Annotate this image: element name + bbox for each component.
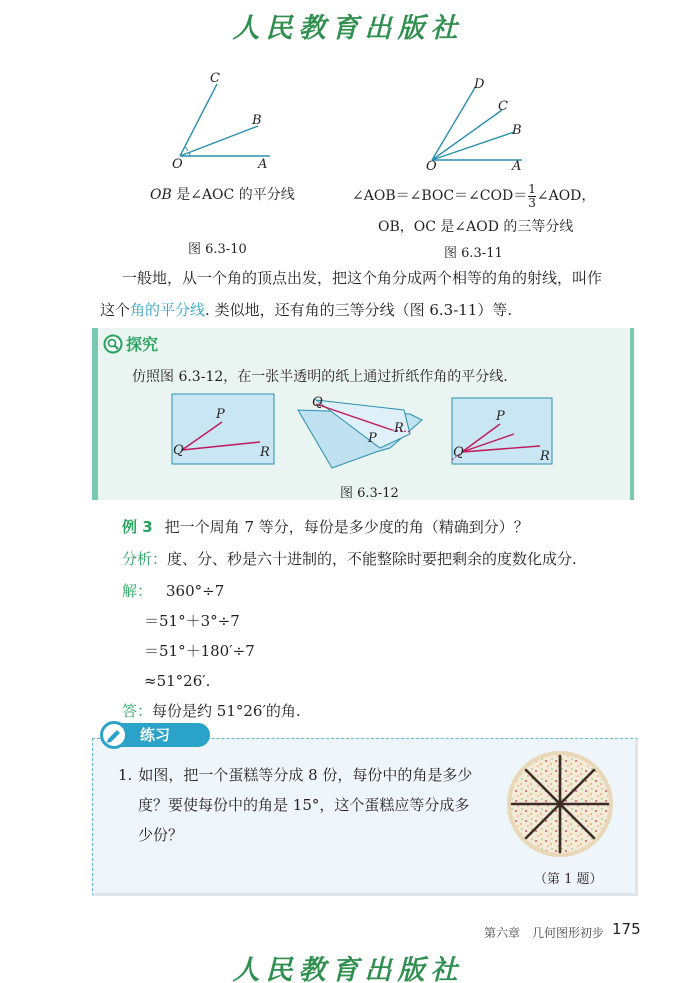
- question-line: [118, 760, 498, 790]
- paper-panel: [452, 398, 552, 464]
- point-label-a: A: [512, 159, 522, 174]
- point-label-p: P: [216, 407, 225, 422]
- ray-ob: [432, 132, 514, 160]
- chapter-label: 第六章 几何图形初步: [484, 926, 605, 940]
- solution-step: 360°÷7: [166, 582, 225, 600]
- paragraph-line: [100, 294, 640, 326]
- ray-od: [432, 86, 476, 160]
- image-caption: （第 1 题）: [534, 872, 603, 887]
- solution-label: 解：: [122, 582, 153, 600]
- example-3: [122, 512, 577, 726]
- solution-line: [122, 576, 577, 606]
- point-label-b: B: [512, 123, 522, 138]
- definition-paragraph: [100, 262, 640, 326]
- paper-panel: [172, 394, 274, 464]
- solution-step: ≈51°26′.: [144, 672, 211, 690]
- angle-arc: [185, 147, 188, 151]
- segment-name: OB: [150, 187, 172, 203]
- point-label-c: C: [210, 71, 220, 86]
- bisector-statement: [150, 184, 295, 204]
- text: . 类似地，还有角的三等分线（图 6.3-11）等.: [205, 301, 513, 319]
- ray-ob: [180, 126, 258, 156]
- item-number: 1.: [118, 766, 133, 784]
- question-text: 如图，把一个蛋糕等分成 8 份，每份中的角是多少: [138, 766, 473, 784]
- figure-6-3-11: [418, 72, 538, 174]
- solution-step: ＝51°＋180′÷7: [144, 642, 255, 660]
- fraction-numerator: 1: [528, 181, 536, 196]
- explore-icon: [103, 334, 123, 354]
- answer-label: 答：: [122, 702, 153, 720]
- cake-cuts: [512, 756, 608, 852]
- cake-image: [504, 748, 616, 860]
- figure-caption: 图 6.3-12: [340, 486, 399, 501]
- figure-caption: 图 6.3-10: [188, 242, 247, 257]
- practice-badge-icon: [100, 721, 128, 749]
- answer-line: [122, 696, 577, 726]
- point-label-a: A: [258, 157, 268, 170]
- example-label: 例 3: [122, 518, 153, 536]
- explore-title: 探究: [126, 335, 159, 354]
- text: 这个: [100, 301, 131, 319]
- trisector-statement: OB，OC 是∠AOD 的三等分线: [378, 219, 574, 235]
- analysis-text: 度、分、秒是六十进制的，不能整除时要把剩余的度数化成分.: [167, 550, 577, 568]
- statement-text: 是∠AOC 的平分线: [171, 187, 295, 203]
- publisher-header: 人民教育出版社: [232, 13, 464, 44]
- question-text: 少份？: [138, 826, 184, 844]
- key-term: 角的平分线: [130, 301, 206, 319]
- figure-caption: 图 6.3-11: [444, 246, 503, 261]
- question-text: 把一个周角 7 等分，每份是多少度的角（精确到分）？: [164, 518, 529, 536]
- page-number: 175: [612, 920, 641, 938]
- point-label-q: Q: [453, 445, 464, 460]
- equation-left: ∠AOB＝∠BOC＝∠COD＝: [352, 188, 528, 204]
- point-label-r: R: [260, 445, 270, 460]
- ray-oc: [180, 84, 217, 156]
- point-label-b: B: [252, 113, 262, 128]
- point-label-d: D: [474, 77, 485, 92]
- answer-text: 每份是约 51°26′的角.: [152, 702, 301, 720]
- point-label-r: R: [394, 421, 404, 436]
- point-label-o: O: [172, 157, 183, 170]
- point-label-r: R: [540, 449, 550, 464]
- analysis-line: [122, 544, 577, 574]
- point-label-q: Q: [312, 395, 323, 410]
- example-question: [122, 512, 577, 542]
- figure-6-3-10: [160, 62, 290, 170]
- explore-text: 仿照图 6.3-12，在一张半透明的纸上通过折纸作角的平分线.: [132, 369, 508, 385]
- explore-border: [630, 328, 634, 500]
- point-label-p: P: [368, 431, 377, 446]
- point-label-c: C: [498, 99, 508, 114]
- publisher-footer: 人民教育出版社: [232, 955, 464, 983]
- figure-6-3-12: [170, 390, 562, 474]
- ray-oc: [432, 110, 502, 160]
- practice-question: [118, 760, 498, 850]
- analysis-label: 分析：: [122, 550, 168, 568]
- practice-title: 练习: [120, 723, 210, 747]
- pencil-icon: [103, 724, 125, 746]
- point-label-q: Q: [173, 443, 184, 458]
- trisector-equation: [352, 182, 595, 210]
- question-text: 度？要使每份中的角是 15°，这个蛋糕应等分成多: [138, 796, 470, 814]
- fraction: [528, 183, 536, 210]
- equation-right: ∠AOD，: [536, 188, 596, 204]
- solution-step: ＝51°＋3°÷7: [144, 612, 240, 630]
- point-label-p: P: [496, 409, 505, 424]
- paragraph-line: 一般地，从一个角的顶点出发，把这个角分成两个相等的角的射线，叫作: [122, 269, 603, 287]
- fraction-denominator: 3: [528, 195, 536, 210]
- point-label-o: O: [426, 159, 437, 174]
